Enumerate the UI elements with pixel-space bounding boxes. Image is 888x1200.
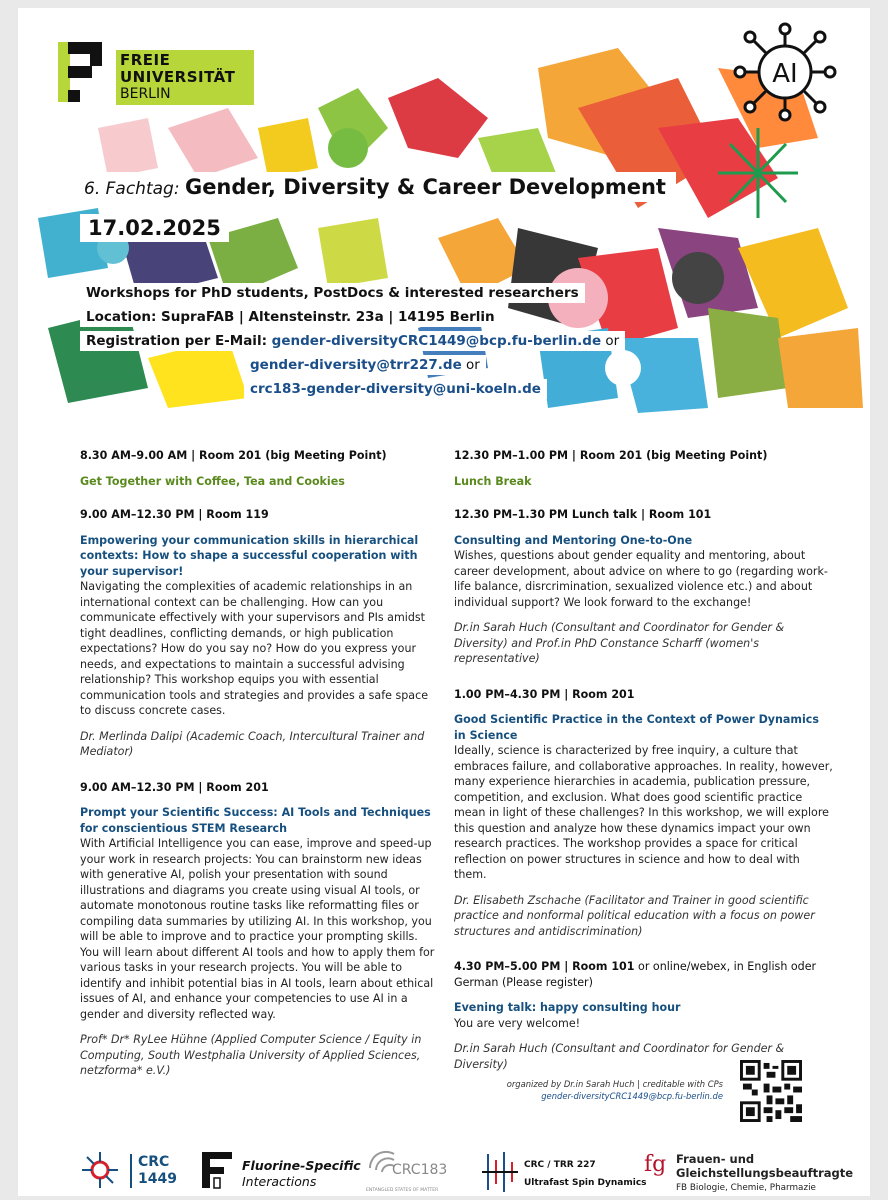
crc1449-emblem-icon: [80, 1150, 120, 1190]
workshop-presenter: Dr.in Sarah Huch (Consultant and Coordinator for Gender & Diversity): [454, 1042, 785, 1071]
schedule-left-column: [80, 448, 440, 1099]
session-time: 9.00 AM–12.30 PM | Room 119: [80, 508, 269, 521]
crc1449-text: [130, 1154, 177, 1188]
university-line-1: FREIE: [120, 51, 171, 69]
ai-network-icon: [730, 22, 840, 122]
session-title: Lunch Break: [454, 474, 532, 488]
organizer-note: [458, 1078, 723, 1102]
crc1449-label-a: CRC: [138, 1154, 170, 1170]
fluorine-logo: [198, 1150, 361, 1194]
fg-label: [676, 1152, 853, 1180]
registration-line-2: [244, 355, 486, 375]
fg-mark: fg: [644, 1152, 667, 1177]
event-title-main: Gender, Diversity & Career Development: [184, 175, 666, 199]
workshop-presenter: Dr. Elisabeth Zschache (Facilitator and Trainer in good scientific practice and nonformal political education with a focus on power structures and antidiscrimination): [454, 893, 815, 938]
event-date: 17.02.2025: [80, 214, 229, 242]
qr-code-icon[interactable]: [740, 1060, 802, 1122]
crc1449-label-b: 1449: [138, 1171, 177, 1187]
workshop-description: Navigating the complexities of academic relationships in an international context can be challenging. How can you communicate effectively with your supervisors and PIs amidst tight deadlines, conflicting demands, or high publication expectations? How do you say no? How do you express your needs, and expectations to maintain a successful advising relationship? This workshop equips you with essential communication tools and strategies and provides a safe space to discuss concrete cases.: [80, 580, 429, 717]
workshop-presenter: Dr. Merlinda Dalipi (Academic Coach, Intercultural Trainer and Mediator): [80, 729, 425, 758]
session-time-rest: or online/webex, in English oder German (Please register): [454, 960, 817, 989]
event-title: [74, 172, 676, 202]
session-time: [454, 959, 834, 990]
email-link-crc1449[interactable]: gender-diversityCRC1449@bcp.fu-berlin.de: [271, 333, 602, 349]
session-time-bold: 4.30 PM–5.00 PM | Room 101: [454, 960, 635, 973]
fg-subtitle: FB Biologie, Chemie, Pharmazie: [676, 1183, 816, 1193]
trr227-emblem-icon: [480, 1150, 520, 1194]
session-time: 12.30 PM–1.30 PM Lunch talk | Room 101: [454, 508, 712, 521]
university-line-3: BERLIN: [120, 86, 171, 102]
workshop-description: With Artificial Intelligence you can ease, improve and speed-up your work in research projects: You can brainstorm new ideas with generative AI, polish your presentation with sound illustrations and diagrams you create using visual AI tools, or automate monotonous routine tasks like reformatting files or compiling data summaries by utilizing AI. In this workshop, you will be able to improve and to practice your prompting skills. You will learn about different AI tools and how to apply them for various tasks in your research projects. You will be able to identify and inhibit potential bias in AI tools, learn about ethical issues of AI, and enhance your competencies to use AI in a gender and diversity reflected way.: [80, 837, 435, 1021]
session-time: 1.00 PM–4.30 PM | Room 201: [454, 687, 635, 701]
email-link-crc183[interactable]: crc183-gender-diversity@uni-koeln.de: [250, 381, 541, 397]
fluorine-label-1: Fluorine-Specific: [242, 1158, 361, 1173]
session-time: 8.30 AM–9.00 AM | Room 201 (big Meeting Point): [80, 449, 387, 462]
event-info: [80, 283, 625, 403]
registration-label: Registration per E-Mail:: [86, 333, 272, 349]
workshop-presenter: Dr.in Sarah Huch (Consultant and Coordinator for Gender & Diversity) and Prof.in PhD Constance Scharff (women's representative): [454, 621, 785, 665]
trr227-label-1: CRC / TRR 227: [524, 1160, 596, 1170]
workshop-title: Good Scientific Practice in the Context of Power Dynamics in Science: [454, 713, 819, 742]
registration-line-3: [244, 379, 547, 399]
workshop-title: Consulting and Mentoring One-to-One: [454, 533, 693, 547]
fu-berlin-logo-icon: [58, 38, 118, 108]
or-text-1: or: [601, 333, 620, 349]
university-name: [116, 50, 254, 105]
flyer-page: [18, 8, 870, 1196]
crc183-label: CRC183: [392, 1162, 448, 1178]
workshop-description: Ideally, science is characterized by free inquiry, a culture that embraces failure, and collaborative approaches. In reality, however, many experience hierarchies in academia, publication pressure, competition, and exclusion. What does good scientific practice mean in light of these challenges? In this workshop, we will explore this question and analyze how these dynamics impact your own research practices. The workshop provides a space for critical reflection on power structures in science and how to deal with them.: [454, 744, 833, 881]
fg-label-2: Gleichstellungsbeauftragte: [676, 1166, 854, 1180]
workshop-title: Prompt your Scientific Success: AI Tools and Techniques for conscientious STEM Research: [80, 806, 431, 835]
workshop-title: Evening talk: happy consulting hour: [454, 1001, 681, 1014]
ai-badge-text: AI: [772, 59, 798, 89]
workshop-title: Empowering your communication skills in hierarchical contexts: How to shape a successful cooperation with your supervisor!: [80, 533, 419, 578]
event-title-prefix: 6. Fachtag:: [84, 179, 185, 199]
email-link-trr227[interactable]: gender-diversity@trr227.de: [250, 357, 462, 373]
workshop-description: Wishes, questions about gender equality and mentoring, about career development, about advice on where to go (regarding work-life balance, disrcrimination, sexualized violence etc.) and about individual support? We look forward to the exchange!: [454, 549, 828, 609]
or-text-2: or: [461, 357, 480, 373]
session-time: 12.30 PM–1.00 PM | Room 201 (big Meeting Point): [454, 449, 768, 462]
partner-logos: [18, 1138, 870, 1196]
fluorine-label-2: Interactions: [242, 1174, 317, 1189]
workshop-description: You are very welcome!: [454, 1016, 581, 1030]
fg-label-1: Frauen- und: [676, 1152, 755, 1166]
trr227-logo: [480, 1150, 647, 1196]
registration-line: [80, 331, 625, 351]
crc183-logo: [366, 1150, 448, 1193]
schedule-right-column: [454, 448, 834, 1092]
fluorine-emblem-icon: [198, 1150, 238, 1190]
workshop-presenter: Prof* Dr* RyLee Hühne (Applied Computer Science / Equity in Computing, South Westphalia University of Applied Sciences, netzforma* e.V.): [80, 1033, 422, 1077]
trr227-label-2: Ultrafast Spin Dynamics: [524, 1178, 647, 1188]
audience-line: Workshops for PhD students, PostDocs & interested researchers: [80, 283, 585, 303]
location-line: Location: SupraFAB | Altensteinstr. 23a | 14195 Berlin: [80, 307, 501, 327]
session-title: Get Together with Coffee, Tea and Cookies: [80, 474, 345, 488]
crc1449-logo: [80, 1150, 177, 1194]
organizer-email-link[interactable]: gender-diversityCRC1449@bcp.fu-berlin.de: [541, 1091, 723, 1101]
session-time: 9.00 AM–12.30 PM | Room 201: [80, 780, 269, 794]
organizer-line: organized by Dr.in Sarah Huch | creditable with CPs: [506, 1079, 723, 1089]
crc183-subtitle: ENTANGLED STATES OF MATTER: [366, 1188, 439, 1193]
university-line-2: UNIVERSITÄT: [120, 68, 236, 86]
